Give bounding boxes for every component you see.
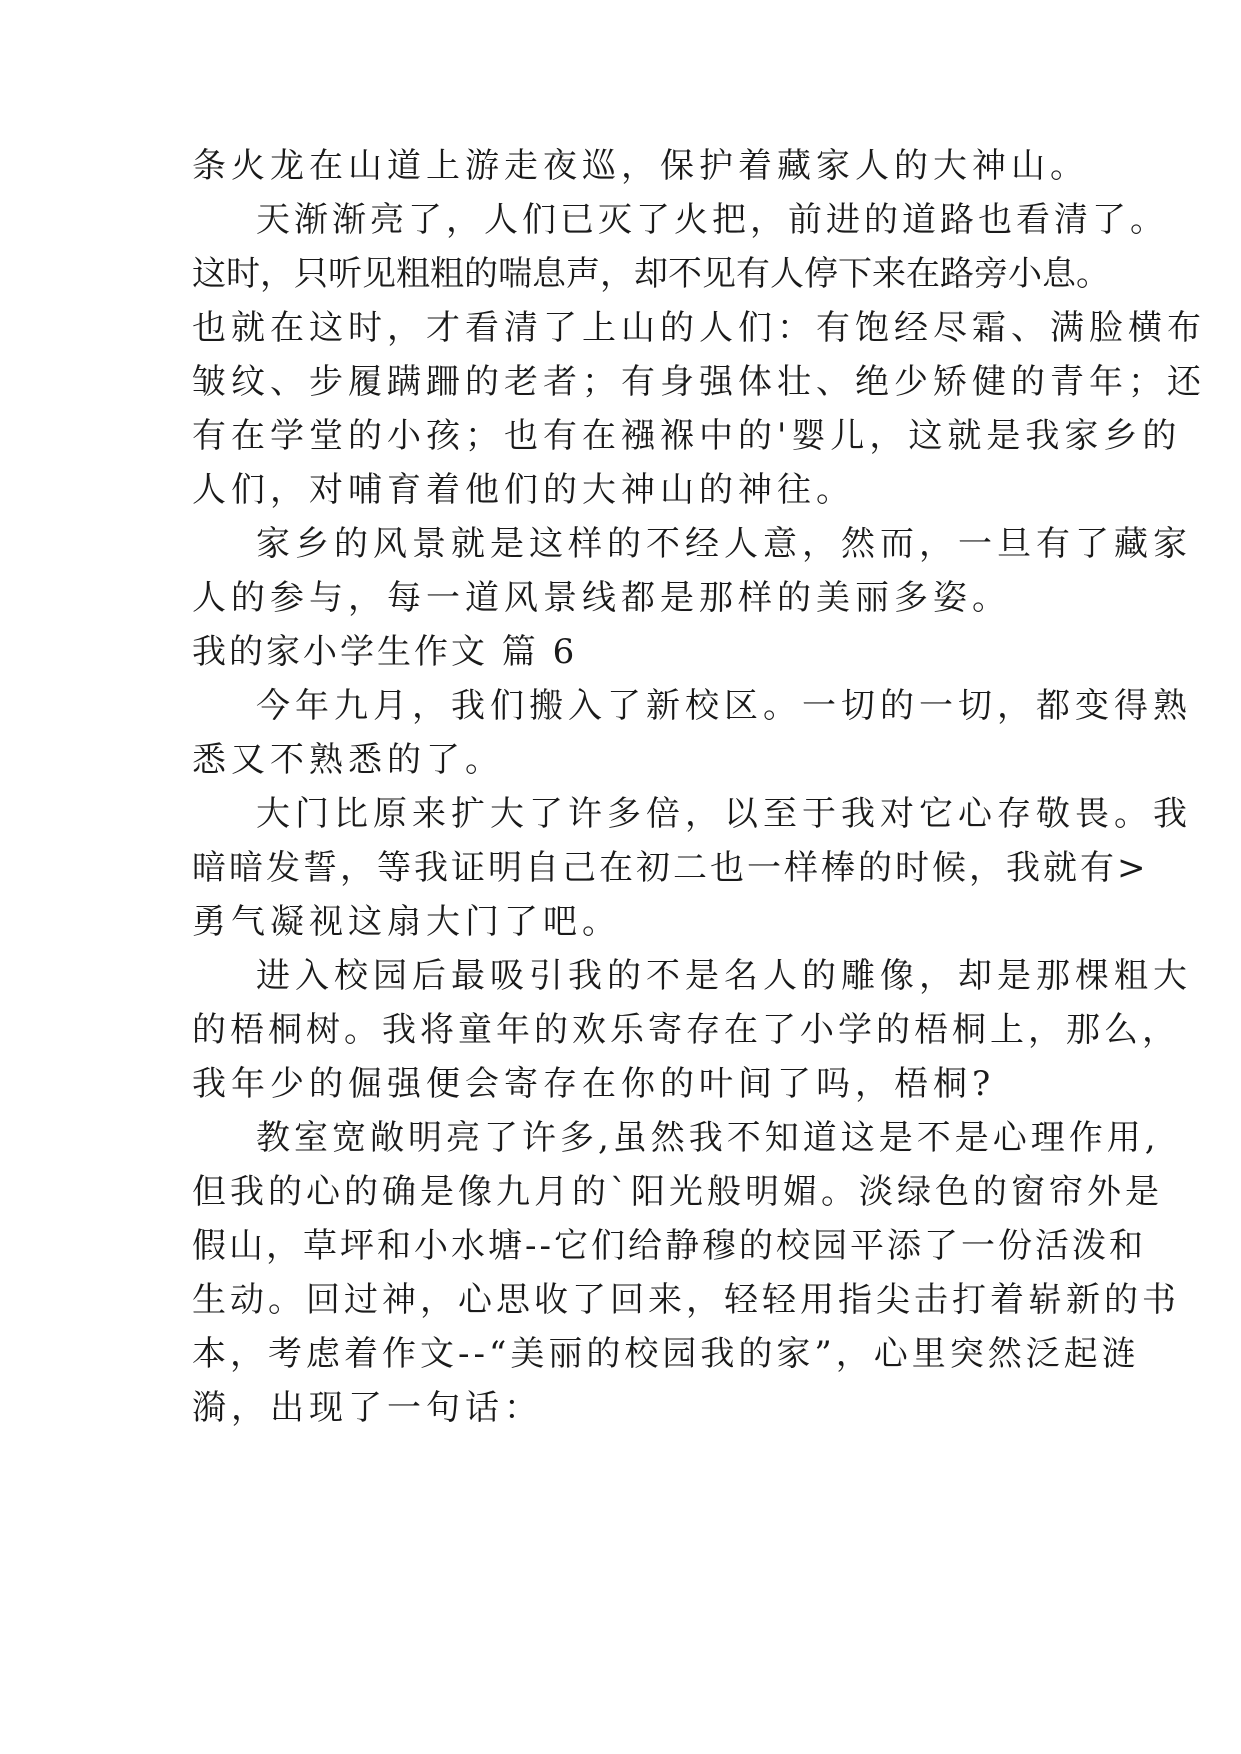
text-line: 皱纹、步履蹒跚的老者；有身强体壮、绝少矫健的青年；还 xyxy=(192,362,1206,402)
text-line: 但我的心的确是像九月的`阳光般明媚。淡绿色的窗帘外是 xyxy=(192,1172,1163,1212)
text-line: 我年少的倔强便会寄存在你的叶间了吗，梧桐? xyxy=(192,1064,996,1104)
text-line: 勇气凝视这扇大门了吧。 xyxy=(192,902,621,942)
text-line: 也就在这时，才看清了上山的人们：有饱经尽霜、满脸横布 xyxy=(192,308,1206,348)
paragraph-first-line: 家乡的风景就是这样的不经人意，然而，一旦有了藏家 xyxy=(256,524,1192,564)
text-line: 本，考虑着作文--“美丽的校园我的家”，心里突然泛起涟 xyxy=(192,1334,1140,1374)
text-line: 暗暗发誓，等我证明自己在初二也一样棒的时候，我就有> xyxy=(192,848,1149,888)
text-line: 悉又不熟悉的了。 xyxy=(192,740,504,780)
text-line: 假山，草坪和小水塘--它们给静穆的校园平添了一份活泼和 xyxy=(192,1226,1146,1266)
text-line: 生动。回过神，心思收了回来，轻轻用指尖击打着崭新的书 xyxy=(192,1280,1180,1320)
paragraph-first-line: 大门比原来扩大了许多倍，以至于我对它心存敬畏。我 xyxy=(256,794,1192,834)
text-line: 这时，只听见粗粗的喘息声，却不见有人停下来在路旁小息。 xyxy=(192,254,1110,294)
paragraph-first-line: 进入校园后最吸引我的不是名人的雕像，却是那棵粗大 xyxy=(256,956,1192,996)
paragraph-first-line: 天渐渐亮了，人们已灭了火把，前进的道路也看清了。 xyxy=(256,200,1168,240)
text-line: 的梧桐树。我将童年的欢乐寄存在了小学的梧桐上，那么， xyxy=(192,1010,1180,1050)
text-line: 漪，出现了一句话： xyxy=(192,1388,543,1428)
paragraph-first-line: 今年九月，我们搬入了新校区。一切的一切，都变得熟 xyxy=(256,686,1192,726)
paragraph-first-line: 教室宽敞明亮了许多,虽然我不知道这是不是心理作用, xyxy=(256,1118,1160,1158)
text-line: 人们，对哺育着他们的大神山的神往。 xyxy=(192,470,855,510)
text-line: 有在学堂的小孩；也有在襁褓中的'婴儿，这就是我家乡的 xyxy=(192,416,1182,456)
section-heading: 我的家小学生作文 篇 6 xyxy=(192,632,578,672)
text-line: 人的参与，每一道风景线都是那样的美丽多姿。 xyxy=(192,578,1011,618)
text-line: 条火龙在山道上游走夜巡，保护着藏家人的大神山。 xyxy=(192,146,1089,186)
